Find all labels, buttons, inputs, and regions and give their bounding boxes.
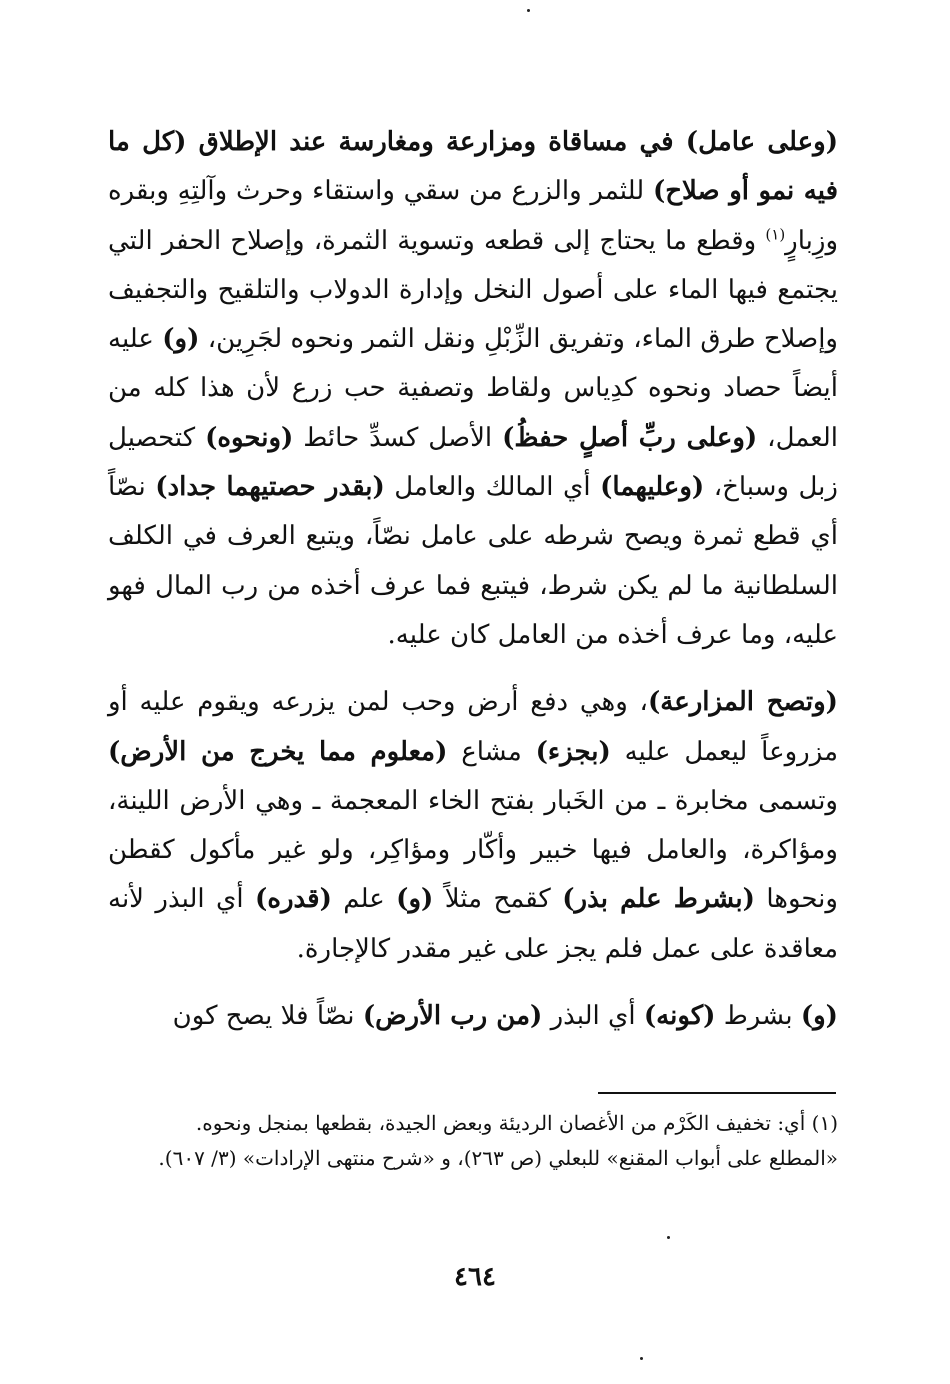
- paragraph: [108, 678, 838, 974]
- sharh-text: ، وهي دفع أرض وحب لمن يزرعه ويقوم عليه أو مزروعاً ليعمل عليه: [108, 687, 838, 767]
- sharh-text: بشرط: [715, 1001, 801, 1032]
- footnote-divider: [598, 1092, 836, 1094]
- sharh-text: وقطع ما يحتاج إلى قطعه وتسوية الثمرة، وإصلاح الحفر التي يجتمع فيها الماء على أصول النخل وإدارة الدولاب والتلقيح والتجفيف وإصلاح طرق الماء، وتفريق الزِّبْلِ ونقل الثمر ونحوه لجَرِين،: [108, 225, 838, 355]
- footnote-line: (١) أي: تخفيف الكَرْم من الأغصان الرديئة وبعض الجيدة، بقطعها بمنجل ونحوه.: [195, 1111, 838, 1135]
- footnote-ref: (١): [765, 224, 786, 243]
- speck: [527, 9, 530, 12]
- matn-text: (قدره): [255, 884, 332, 915]
- matn-text: (كونه): [643, 1001, 716, 1032]
- sharh-text: للثمر والزرع من سقي واستقاء وحرث وآلتِهِ وبقره وزِبارٍ: [108, 176, 838, 256]
- page-number: ٤٦٤: [454, 1262, 496, 1292]
- matn-text: (من رب الأرض): [362, 1001, 543, 1032]
- matn-text: (وعليهما): [600, 472, 705, 503]
- sharh-text: كتحصيل زبل وسباخ،: [108, 422, 838, 503]
- sharh-text: نصّاً أي قطع ثمرة ويصح شرطه على عامل نصّاً، ويتبع العرف في الكلف السلطانية ما لم يكن شرط، فيتبع فما عرف أخذه من رب المال فهو عليه، وما عرف أخذه من العامل كان عليه.: [108, 472, 838, 650]
- matn-text: (بقدر حصتيهما جداد): [155, 472, 385, 503]
- paragraph: [108, 118, 838, 660]
- matn-text: (ونحوه): [205, 422, 294, 453]
- matn-text: (وعلى ربِّ أصلٍ حفظُ): [502, 422, 758, 453]
- matn-text: (وعلى عامل) في مساقاة ومزارعة ومغارسة عند الإطلاق (كل ما فيه نمو أو صلاح): [108, 127, 839, 207]
- sharh-text: أي البذر لأنه معاقدة على عمل فلم يجز على غير مقدر كالإجارة.: [108, 884, 838, 964]
- matn-text: (معلوم مما يخرج من الأرض): [108, 736, 448, 767]
- sharh-text: نصّاً فلا يصح كون: [172, 1001, 363, 1032]
- sharh-text: أي المالك والعامل: [384, 472, 601, 503]
- main-text: [108, 118, 838, 1041]
- sharh-text: الأصل كسدِّ حائط: [293, 422, 503, 453]
- sharh-text: وتسمى مخابرة ـ من الخَبار بفتح الخاء المعجمة ـ وهي الأرض اللينة، ومؤاكرة، والعامل فيها خبير وأكّار ومؤاكِر، ولو غير مأكول كقطن ونحوها: [108, 785, 838, 915]
- paragraph: [108, 992, 838, 1041]
- sharh-text: مشاع: [447, 736, 536, 767]
- speck: [667, 1236, 670, 1239]
- matn-text: (و): [396, 884, 434, 915]
- speck: [640, 1357, 643, 1360]
- matn-text: (و): [162, 324, 200, 355]
- sharh-text: كقمح مثلاً: [433, 884, 563, 915]
- matn-text: (وتصح المزارعة): [647, 687, 838, 718]
- sharh-text: عليه أيضاً حصاد ونحوه كدِياس ولقاط وتصفية حب زرع لأن هذا كله من العمل،: [108, 324, 838, 453]
- matn-text: (و): [800, 1001, 838, 1032]
- matn-text: (بجزء): [535, 736, 611, 767]
- sharh-text: علم: [331, 884, 397, 915]
- sharh-text: أي البذر: [542, 1001, 644, 1032]
- matn-text: (بشرط علم بذر): [562, 884, 755, 915]
- footnote-line: «المطلع على أبواب المقنع» للبعلي (ص ٢٦٣)، و «شرح منتهى الإرادات» (٣/ ٦٠٧).: [158, 1146, 838, 1170]
- footnote: [108, 1106, 838, 1176]
